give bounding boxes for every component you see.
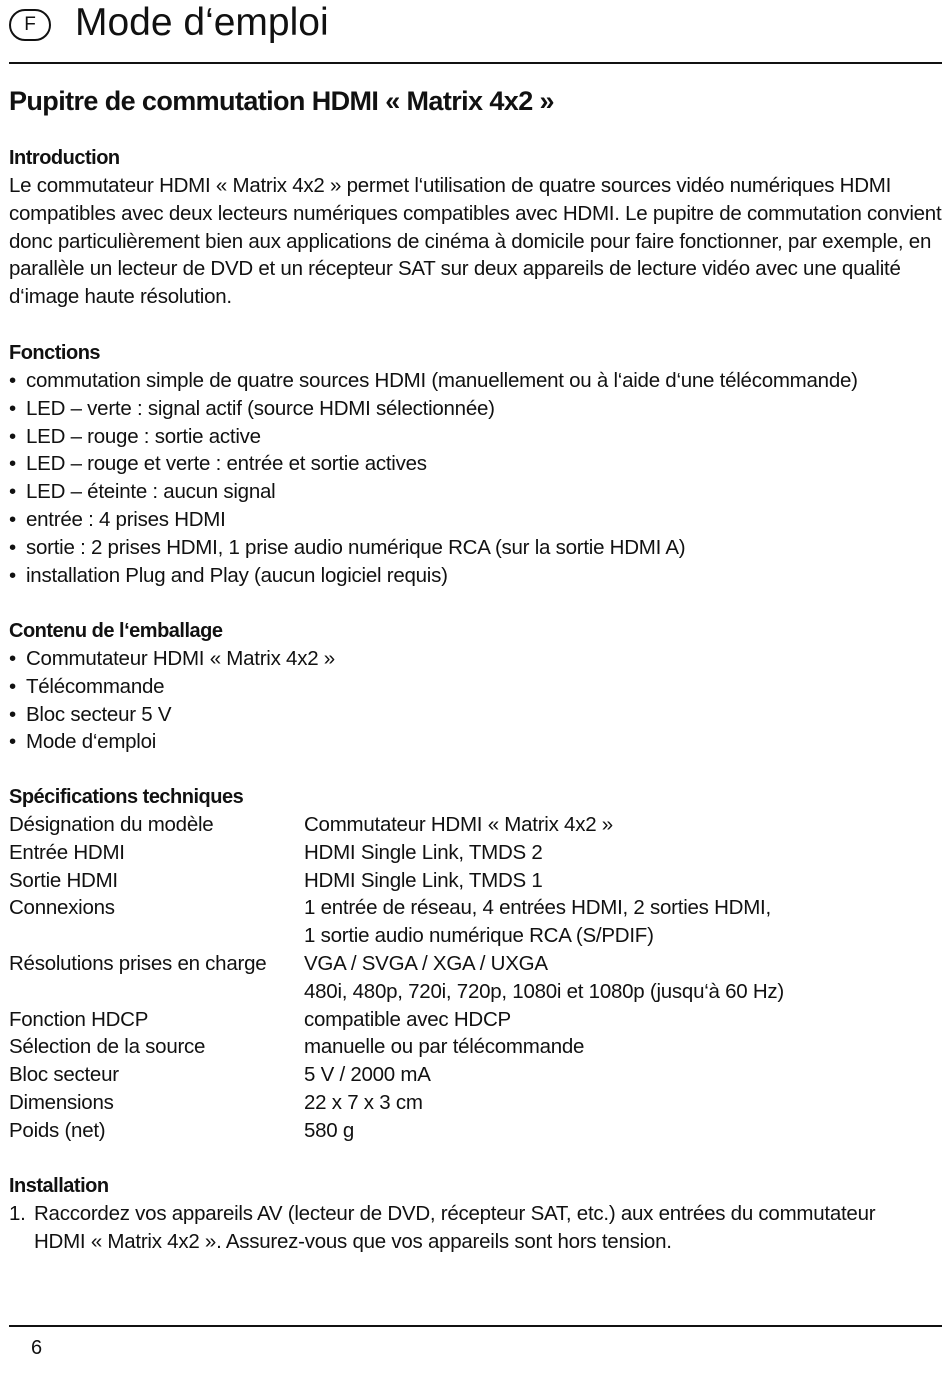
spec-row [9, 867, 909, 895]
fonctions-section [9, 367, 944, 589]
spec-label: Poids (net) [9, 1118, 106, 1142]
language-badge: F [9, 9, 51, 41]
introduction-section [9, 172, 944, 311]
spec-label: Dimensions [9, 1090, 114, 1114]
fonctions-list [9, 367, 944, 589]
spec-value [304, 811, 909, 839]
list-item: • LED – rouge : sortie active [9, 423, 944, 451]
spec-row [9, 1089, 909, 1117]
spec-value-line: Commutateur HDMI « Matrix 4x2 » [304, 813, 613, 836]
spec-value [304, 894, 909, 950]
list-item: • LED – rouge et verte : entrée et sortie actives [9, 450, 944, 478]
spec-label: Connexions [9, 896, 115, 920]
installation-heading: Installation [9, 1175, 109, 1197]
list-item: • commutation simple de quatre sources HDMI (manuellement ou à l‘aide d‘une télécommande) [9, 367, 944, 395]
spec-value-line: 1 entrée de réseau, 4 entrées HDMI, 2 sorties HDMI, [304, 896, 771, 920]
step-number: 1. [9, 1202, 26, 1225]
document-title: Pupitre de commutation HDMI « Matrix 4x2 » [9, 86, 554, 116]
spec-label: Désignation du modèle [9, 813, 214, 836]
spec-value-line: 580 g [304, 1118, 355, 1142]
step-text: Raccordez vos appareils AV (lecteur de DVD, récepteur SAT, etc.) aux entrées du commutateur HDMI « Matrix 4x2 ». Assurez-vous que vos appareils sont hors tension. [34, 1202, 876, 1253]
spec-value [304, 839, 909, 867]
spec-row [9, 1006, 909, 1034]
header-title: Mode d‘emploi [75, 1, 329, 44]
introduction-heading: Introduction [9, 147, 120, 169]
spec-row [9, 1061, 909, 1089]
list-item: • Commutateur HDMI « Matrix 4x2 » [9, 645, 944, 673]
spec-value-line: 22 x 7 x 3 cm [304, 1090, 423, 1114]
spec-row [9, 1033, 909, 1061]
contenu-section [9, 645, 944, 756]
spec-value [304, 1006, 909, 1034]
step-item [9, 1200, 889, 1256]
spec-value-line: manuelle ou par télécommande [304, 1035, 585, 1059]
spec-row [9, 839, 909, 867]
specs-heading: Spécifications techniques [9, 786, 244, 808]
spec-row [9, 894, 909, 950]
page-number: 6 [31, 1337, 43, 1359]
spec-value-line: 5 V / 2000 mA [304, 1063, 431, 1087]
spec-value-line: HDMI Single Link, TMDS 2 [304, 840, 543, 864]
contenu-list [9, 645, 944, 756]
spec-value [304, 1033, 909, 1061]
spec-row [9, 811, 909, 839]
specs-table [9, 811, 909, 1145]
spec-value [304, 1117, 909, 1145]
spec-value [304, 1061, 909, 1089]
spec-value-line: VGA / SVGA / XGA / UXGA [304, 951, 548, 975]
installation-section [9, 1200, 889, 1256]
spec-value-line: HDMI Single Link, TMDS 1 [304, 868, 543, 892]
spec-value [304, 1089, 909, 1117]
list-item: • Télécommande [9, 673, 944, 701]
spec-label: Fonction HDCP [9, 1007, 149, 1031]
introduction-paragraph: Le commutateur HDMI « Matrix 4x2 » permet l‘utilisation de quatre sources vidéo numériques HDMI compatibles avec deux lecteurs numériques compatibles avec HDMI. Le pupitre de commutation convient donc particulièrement bien aux applications de cinéma à domicile pour faire fonctionner, par exemple, en parallèle un lecteur de DVD et un récepteur SAT sur deux appareils de lecture vidéo avec une qualité d‘image haute résolution. [9, 174, 942, 309]
page-header [9, 0, 942, 64]
contenu-heading: Contenu de l‘emballage [9, 620, 223, 642]
spec-label: Bloc secteur [9, 1063, 119, 1087]
spec-row [9, 950, 909, 1006]
list-item: • LED – verte : signal actif (source HDMI sélectionnée) [9, 395, 944, 423]
list-item: • LED – éteinte : aucun signal [9, 478, 944, 506]
footer-divider [9, 1325, 942, 1327]
spec-label: Résolutions prises en charge [9, 951, 267, 975]
fonctions-heading: Fonctions [9, 342, 101, 364]
spec-value-line: 480i, 480p, 720i, 720p, 1080i et 1080p (jusqu‘à 60 Hz) [304, 979, 785, 1003]
spec-row [9, 1117, 909, 1145]
list-item: • sortie : 2 prises HDMI, 1 prise audio numérique RCA (sur la sortie HDMI A) [9, 534, 944, 562]
spec-label: Sélection de la source [9, 1035, 206, 1059]
list-item: • Bloc secteur 5 V [9, 701, 944, 729]
list-item: • Mode d‘emploi [9, 728, 944, 756]
spec-label: Sortie HDMI [9, 868, 118, 892]
list-item: • entrée : 4 prises HDMI [9, 506, 944, 534]
spec-value-line: compatible avec HDCP [304, 1007, 511, 1031]
spec-value-line: 1 sortie audio numérique RCA (S/PDIF) [304, 924, 654, 948]
list-item: • installation Plug and Play (aucun logiciel requis) [9, 562, 944, 590]
spec-value [304, 867, 909, 895]
installation-steps [9, 1200, 889, 1256]
spec-label: Entrée HDMI [9, 840, 125, 864]
spec-value [304, 950, 909, 1006]
